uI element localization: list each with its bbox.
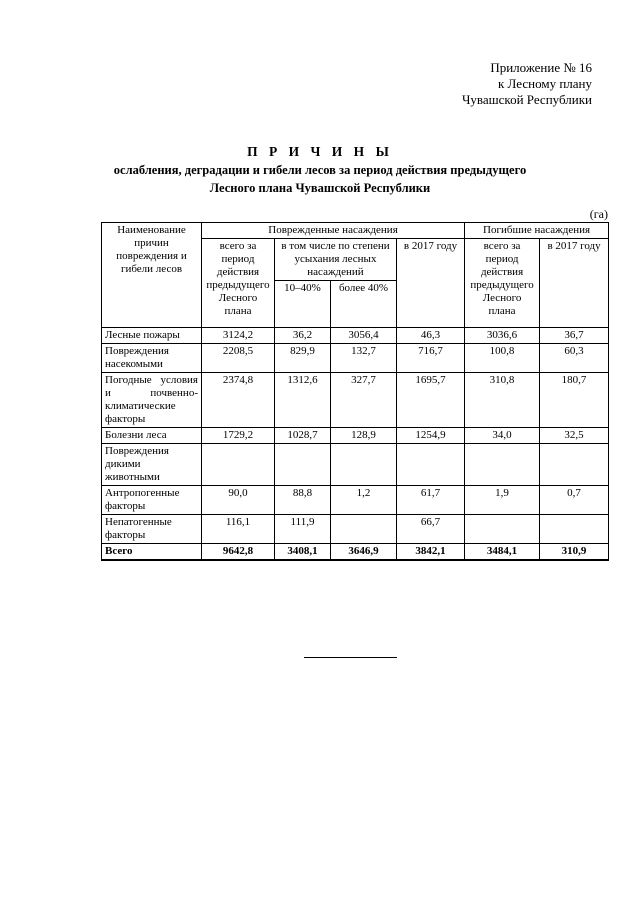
title-subtitle-line-1: ослабления, деградации и гибели лесов за период действия предыдущего — [113, 163, 527, 177]
row-value-total: 2374,8 — [202, 373, 275, 428]
row-cause-name: Лесные пожары — [102, 328, 202, 344]
row-value-r1: 3408,1 — [275, 544, 331, 561]
table-row — [102, 344, 609, 373]
row-value-r2 — [331, 444, 397, 486]
row-value-dtotal — [465, 444, 540, 486]
row-value-r1: 1312,6 — [275, 373, 331, 428]
row-value-y2017 — [397, 444, 465, 486]
row-cause-name: Погодные условия и почвенно-климатические факторы — [102, 373, 202, 428]
row-value-d2017 — [540, 515, 609, 544]
row-value-d2017: 32,5 — [540, 428, 609, 444]
row-value-d2017: 36,7 — [540, 328, 609, 344]
row-value-dtotal: 3036,6 — [465, 328, 540, 344]
row-value-r2: 327,7 — [331, 373, 397, 428]
row-value-r2: 3646,9 — [331, 544, 397, 561]
row-value-total: 3124,2 — [202, 328, 275, 344]
table-row — [102, 444, 609, 486]
row-value-y2017: 716,7 — [397, 344, 465, 373]
row-value-total: 90,0 — [202, 486, 275, 515]
row-value-y2017: 66,7 — [397, 515, 465, 544]
header-including: в том числе по степени усыхания лесных насаждений — [275, 239, 397, 281]
appendix-note — [462, 60, 592, 108]
table-row — [102, 486, 609, 515]
appendix-line-3: Чувашской Республики — [461, 92, 592, 107]
header-damaged: Поврежденные насаждения — [202, 223, 465, 239]
row-value-total — [202, 444, 275, 486]
row-value-dtotal: 1,9 — [465, 486, 540, 515]
row-value-dtotal: 100,8 — [465, 344, 540, 373]
row-value-r1: 1028,7 — [275, 428, 331, 444]
row-value-dtotal: 3484,1 — [465, 544, 540, 561]
row-value-total: 2208,5 — [202, 344, 275, 373]
header-range-over-40: более 40% — [331, 281, 397, 328]
header-range-10-40: 10–40% — [275, 281, 331, 328]
row-value-r1: 36,2 — [275, 328, 331, 344]
row-cause-name: Повреждения насекомыми — [102, 344, 202, 373]
row-value-total: 9642,8 — [202, 544, 275, 561]
row-cause-name: Повреждения дикими животными — [102, 444, 202, 486]
table-row — [102, 373, 609, 428]
row-value-r1: 829,9 — [275, 344, 331, 373]
row-cause-name: Непатогенные факторы — [102, 515, 202, 544]
row-value-r2: 1,2 — [331, 486, 397, 515]
row-cause-name: Всего — [102, 544, 202, 561]
row-value-r2 — [331, 515, 397, 544]
unit-label: (га) — [589, 207, 608, 221]
causes-table — [101, 222, 609, 561]
row-cause-name: Антропогенные факторы — [102, 486, 202, 515]
table-row — [102, 328, 609, 344]
row-value-r1: 111,9 — [275, 515, 331, 544]
row-value-d2017: 0,7 — [540, 486, 609, 515]
title-main: П Р И Ч И Н Ы — [247, 144, 393, 159]
row-value-d2017: 180,7 — [540, 373, 609, 428]
row-value-dtotal: 310,8 — [465, 373, 540, 428]
row-value-y2017: 3842,1 — [397, 544, 465, 561]
table-row — [102, 515, 609, 544]
row-value-r2: 128,9 — [331, 428, 397, 444]
row-value-y2017: 1695,7 — [397, 373, 465, 428]
row-value-y2017: 46,3 — [397, 328, 465, 344]
row-value-dtotal — [465, 515, 540, 544]
table-row — [102, 428, 609, 444]
table-row — [102, 544, 609, 561]
appendix-line-2: к Лесному плану — [497, 76, 592, 91]
row-cause-name: Болезни леса — [102, 428, 202, 444]
row-value-d2017: 310,9 — [540, 544, 609, 561]
row-value-total: 1729,2 — [202, 428, 275, 444]
row-value-r1: 88,8 — [275, 486, 331, 515]
header-dead-2017: в 2017 году — [540, 239, 609, 328]
row-value-r1 — [275, 444, 331, 486]
row-value-d2017: 60,3 — [540, 344, 609, 373]
appendix-line-1: Приложение № 16 — [490, 60, 592, 75]
title-subtitle-line-2: Лесного плана Чувашской Республики — [209, 181, 431, 195]
header-dead: Погибшие насаждения — [465, 223, 609, 239]
header-damaged-total: всего за период действия предыдущего Лесного плана — [202, 239, 275, 328]
header-dead-total: всего за период действия предыдущего Лесного плана — [465, 239, 540, 328]
header-cause-name: Наименование причин повреждения и гибели лесов — [102, 223, 202, 328]
end-divider — [304, 657, 397, 658]
row-value-r2: 132,7 — [331, 344, 397, 373]
row-value-dtotal: 34,0 — [465, 428, 540, 444]
row-value-y2017: 61,7 — [397, 486, 465, 515]
header-damaged-2017: в 2017 году — [397, 239, 465, 328]
row-value-d2017 — [540, 444, 609, 486]
row-value-total: 116,1 — [202, 515, 275, 544]
document-title — [0, 144, 640, 196]
row-value-y2017: 1254,9 — [397, 428, 465, 444]
row-value-r2: 3056,4 — [331, 328, 397, 344]
